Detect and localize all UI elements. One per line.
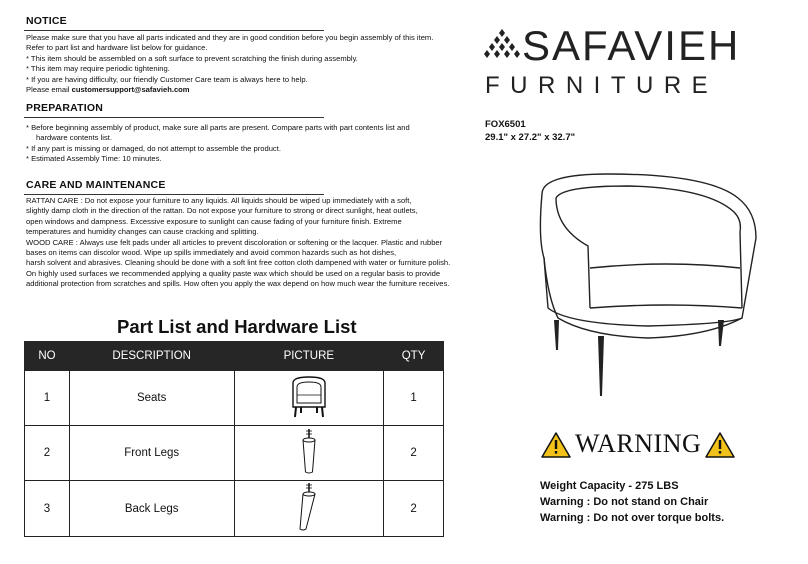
warning-line: Warning : Do not stand on Chair	[540, 496, 709, 508]
care-line: additional protection from scratches and spills. How often you apply the wax depend on how much wear the furniture receives.	[26, 279, 450, 289]
care-line: bases on items can discolor wood. Wipe up spills immediately and avoid common hazards such as hot dishes,	[26, 248, 397, 258]
care-line: temperatures and humidity changes can cause cracking and splitting.	[26, 227, 259, 237]
parts-table	[24, 341, 444, 537]
preparation-line: * Estimated Assembly Time: 10 minutes.	[26, 154, 162, 164]
brand-name: SAFAVIEH	[522, 22, 741, 69]
preparation-line: * Before beginning assembly of product, make sure all parts are present. Compare parts with part contents list and	[26, 123, 410, 132]
notice-line: * This item may require periodic tightening.	[26, 64, 170, 74]
part-picture	[234, 371, 384, 426]
table-row	[25, 426, 444, 481]
part-description: Front Legs	[69, 426, 234, 481]
preparation-divider	[24, 117, 324, 118]
chair-icon	[279, 373, 339, 421]
preparation-line: * If any part is missing or damaged, do not attempt to assemble the product.	[26, 143, 281, 153]
header-picture: PICTURE	[234, 342, 384, 371]
product-dimensions: 29.1" x 27.2" x 32.7"	[485, 132, 576, 143]
parts-title: Part List and Hardware List	[117, 316, 357, 337]
part-picture	[234, 426, 384, 481]
header-no: NO	[25, 342, 70, 371]
table-row	[25, 481, 444, 537]
header-qty: QTY	[384, 342, 444, 371]
diamond-pyramid-logo	[484, 28, 520, 62]
care-divider	[24, 194, 324, 195]
warning-line: Warning : Do not over torque bolts.	[540, 512, 725, 524]
part-no: 2	[25, 426, 70, 481]
part-qty: 1	[384, 371, 444, 426]
notice-line: Refer to part list and hardware list below for guidance.	[26, 43, 208, 53]
notice-text	[26, 33, 433, 95]
part-qty: 2	[384, 426, 444, 481]
care-line: harsh solvent and abrasives. Cleaning should be done with a soft lint free cotton cloth dampened with water or furniture polish.	[26, 258, 451, 268]
warning-lines	[540, 478, 724, 526]
support-email[interactable]: customersupport@safavieh.com	[71, 85, 190, 95]
table-row	[25, 371, 444, 426]
part-description: Back Legs	[69, 481, 234, 537]
header-description: DESCRIPTION	[69, 342, 234, 371]
preparation-heading: PREPARATION	[26, 102, 104, 114]
notice-line: Please make sure that you have all parts indicated and they are in good condition before you begin assembly of this item.	[26, 33, 434, 42]
part-description: Seats	[69, 371, 234, 426]
front-leg-icon	[294, 427, 324, 477]
notice-divider	[24, 30, 324, 31]
preparation-text	[26, 123, 410, 165]
product-code: FOX6501	[485, 119, 526, 130]
weight-capacity: Weight Capacity - 275 LBS	[540, 480, 679, 492]
email-prefix: Please email	[26, 85, 72, 95]
part-no: 1	[25, 371, 70, 426]
part-no: 3	[25, 481, 70, 537]
notice-heading: NOTICE	[26, 15, 67, 27]
care-line: slightly damp cloth in the direction of the rattan. Do not expose your furniture to strong or direct sunlight, heat outlets,	[26, 206, 418, 216]
care-line: RATTAN CARE : Do not expose your furniture to any liquids. All liquids should be wiped up immediately with a soft,	[26, 196, 412, 205]
notice-email-line	[26, 85, 433, 95]
part-qty: 2	[384, 481, 444, 537]
notice-line: * If you are having difficulty, our friendly Customer Care team is always here to help.	[26, 74, 308, 84]
product-info	[485, 118, 575, 144]
care-heading: CARE AND MAINTENANCE	[26, 179, 166, 191]
part-picture	[234, 481, 384, 537]
preparation-line: hardware contents list.	[36, 133, 112, 143]
care-line: open windows and dampness. Excessive exposure to sunlight can cause fading of your furniture finish. Extreme	[26, 216, 402, 226]
brand-sub: FURNITURE	[485, 72, 719, 99]
warning-triangle-icon	[541, 432, 571, 458]
warning-triangle-icon	[705, 432, 735, 458]
care-text	[26, 196, 450, 290]
parts-header-row	[25, 342, 444, 371]
back-leg-icon	[291, 481, 327, 533]
care-line: WOOD CARE : Always use felt pads under all articles to prevent discoloration or softening or the lacquer. Plastic and rubber	[26, 237, 443, 247]
notice-line: * This item should be assembled on a soft surface to prevent scratching the finish during assembly.	[26, 53, 358, 63]
care-line: On highly used surfaces we recommended applying a quality paste wax which should be used on a regular basis to provide	[26, 268, 441, 278]
warning-title: WARNING	[575, 429, 702, 458]
chair-illustration	[528, 168, 768, 398]
